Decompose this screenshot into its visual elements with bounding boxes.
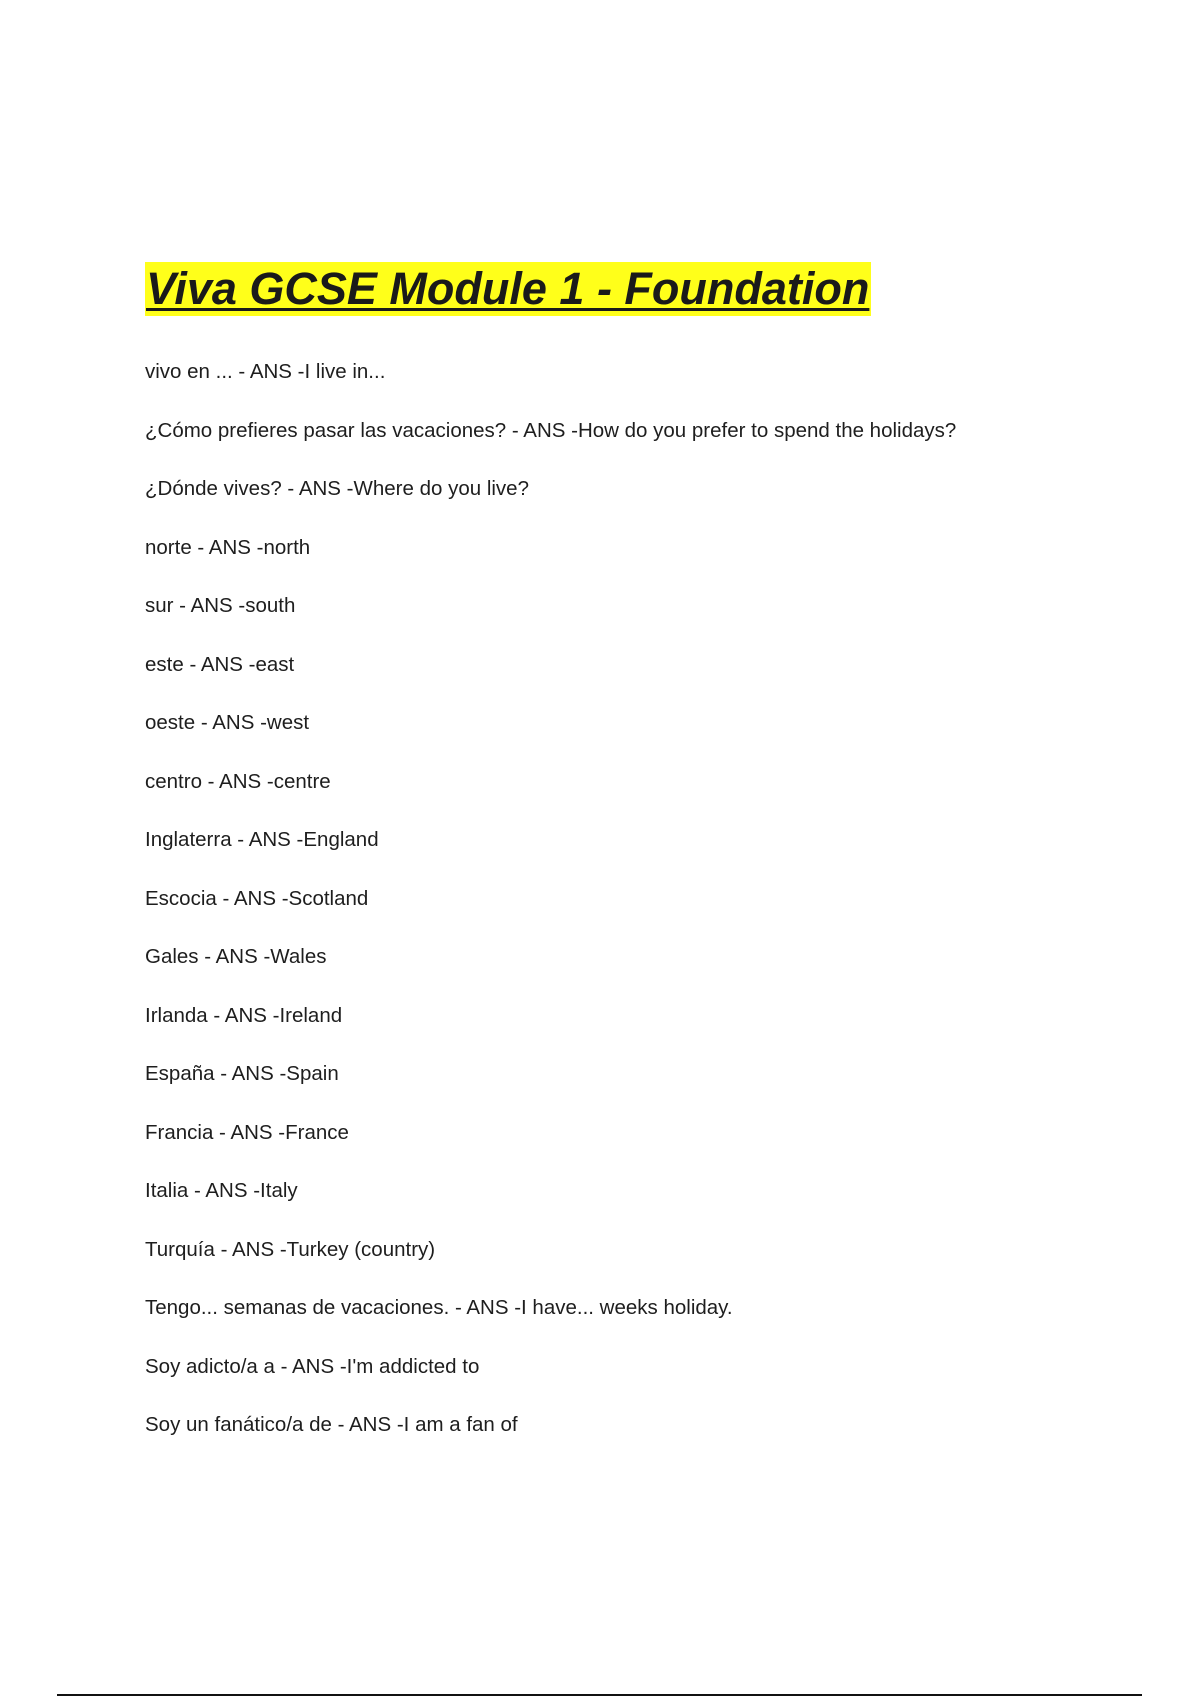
flashcard-entry: Francia - ANS -France (145, 1120, 349, 1144)
flashcard-entry: Soy adicto/a a - ANS -I'm addicted to (145, 1354, 480, 1378)
page-footer-divider (57, 1694, 1142, 1696)
flashcard-entry: Irlanda - ANS -Ireland (145, 1003, 343, 1027)
flashcard-entry: Soy un fanático/a de - ANS -I am a fan of (145, 1413, 518, 1436)
flashcard-entry: este - ANS -east (145, 652, 295, 676)
flashcard-entry: España - ANS -Spain (145, 1062, 339, 1085)
flashcard-entry: Italia - ANS -Italy (145, 1179, 298, 1202)
flashcard-entry: oeste - ANS -west (145, 711, 310, 734)
flashcard-entry: ¿Dónde vives? - ANS -Where do you live? (145, 477, 529, 500)
flashcard-list (145, 358, 956, 1470)
flashcard-entry: Escocia - ANS -Scotland (145, 886, 369, 910)
flashcard-entry: vivo en ... - ANS -I live in... (145, 360, 386, 383)
flashcard-entry: Gales - ANS -Wales (145, 945, 327, 968)
flashcard-entry: centro - ANS -centre (145, 769, 331, 793)
flashcard-entry: Turquía - ANS -Turkey (country) (145, 1237, 436, 1261)
document-title: Viva GCSE Module 1 - Foundation (146, 263, 870, 314)
flashcard-entry: Inglaterra - ANS -England (145, 828, 379, 851)
flashcard-entry: Tengo... semanas de vacaciones. - ANS -I have... weeks holiday. (145, 1296, 733, 1319)
flashcard-entry: norte - ANS -north (145, 535, 311, 559)
flashcard-entry: sur - ANS -south (145, 594, 296, 617)
flashcard-entry: ¿Cómo prefieres pasar las vacaciones? - ANS -How do you prefer to spend the holidays? (145, 418, 957, 442)
